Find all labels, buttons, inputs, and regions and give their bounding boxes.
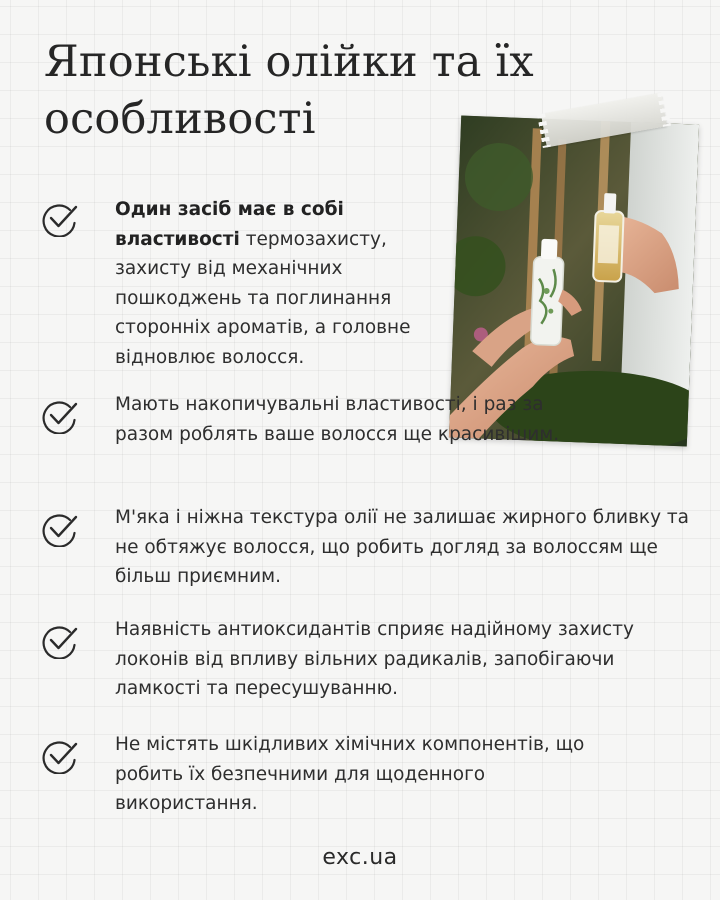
page-title: Японські олійки та їх особливості <box>44 37 534 144</box>
feature-regular-text: термозахисту, захисту від механічних пошкоджень та поглинання сторонніх ароматів, а головне відновлює волосся. <box>115 228 411 368</box>
feature-text <box>115 195 445 372</box>
feature-text <box>115 730 615 819</box>
feature-bold-text: Один засіб має в собі властивості <box>115 199 344 250</box>
feature-regular-text: Мають накопичувальні властивості, і раз за разом роблять ваше волосся ще красивішим. <box>115 394 560 445</box>
feature-text <box>115 615 675 704</box>
feature-regular-text: Не містять шкідливих хімічних компонентів, що робить їх безпечними для щоденного використання. <box>115 734 585 814</box>
feature-text <box>115 390 575 449</box>
footer-site-link[interactable]: exc.ua <box>322 845 398 870</box>
feature-text <box>115 503 695 592</box>
checkmark-circle-icon <box>40 623 80 659</box>
checkmark-circle-icon <box>40 511 80 547</box>
checkmark-circle-icon <box>40 738 80 774</box>
checkmark-circle-icon <box>40 201 80 237</box>
checkmark-circle-icon <box>40 398 80 434</box>
feature-regular-text: М'яка і ніжна текстура олії не залишає жирного бливку та не обтяжує волосся, що робить догляд за волоссям ще більш приємним. <box>115 507 690 587</box>
feature-regular-text: Наявність антиоксидантів сприяє надійному захисту локонів від впливу вільних радикалів, запобігаючи ламкості та пересушуванню. <box>115 619 634 699</box>
